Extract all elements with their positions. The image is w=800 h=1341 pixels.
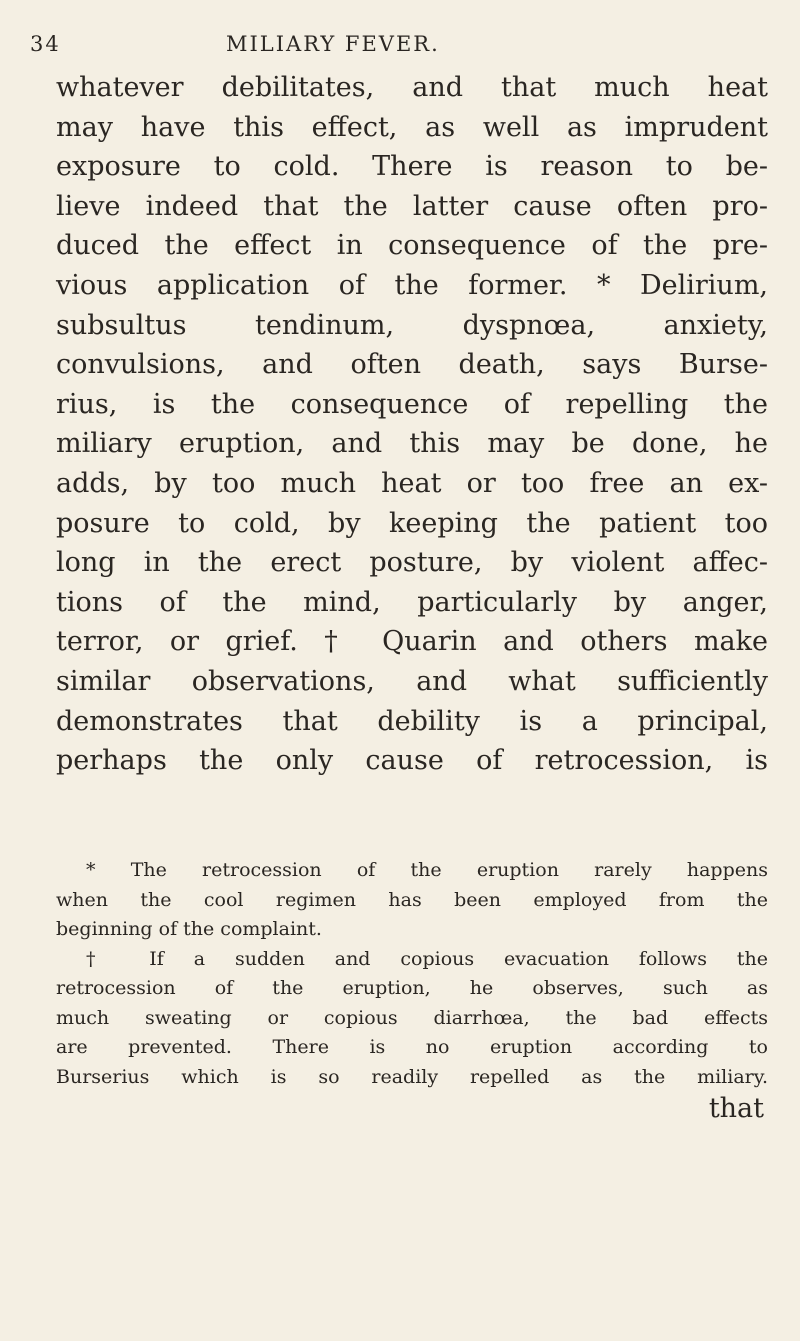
footnote-line: retrocession of the eruption, he observes, such as — [56, 977, 768, 999]
text-line: duced the effect in consequence of the pre- — [56, 230, 768, 262]
text-line: vious application of the former. * Delirium, — [56, 269, 768, 301]
footnote-line: * The retrocession of the eruption rarely happens — [86, 859, 768, 881]
text-line: miliary eruption, and this may be done, he — [56, 428, 768, 460]
page-header — [30, 32, 630, 64]
footnote-line: Burserius which is so readily repelled as the miliary. — [56, 1065, 768, 1088]
footnote-line: beginning of the complaint. — [56, 918, 322, 940]
text-line: tions of the mind, particularly by anger, — [56, 586, 768, 618]
text-line: perhaps the only cause of retrocession, is — [56, 745, 768, 777]
text-line: similar observations, and what sufficiently — [56, 665, 768, 697]
text-line: long in the erect posture, by violent affec- — [56, 547, 768, 579]
text-line: rius, is the consequence of repelling the — [56, 388, 768, 420]
text-line: posure to cold, by keeping the patient too — [56, 507, 768, 539]
text-line: terror, or grief. † Quarin and others make — [56, 626, 768, 658]
footnote-line: when the cool regimen has been employed from the — [56, 888, 768, 911]
page-number: 34 — [30, 32, 61, 56]
footnote-line: † If a sudden and copious evacuation follows the — [86, 947, 768, 970]
text-line: may have this effect, as well as imprudent — [56, 111, 768, 143]
footnote-line: much sweating or copious diarrhœa, the bad effects — [56, 1006, 768, 1029]
text-line: adds, by too much heat or too free an ex- — [56, 467, 768, 499]
footnote-line: are prevented. There is no eruption according to — [56, 1036, 768, 1058]
text-line: exposure to cold. There is reason to be- — [56, 151, 768, 183]
text-line: lieve indeed that the latter cause often pro- — [56, 190, 768, 222]
running-head: MILIARY FEVER. — [226, 32, 440, 56]
catchword: that — [708, 1093, 764, 1124]
text-line: convulsions, and often death, says Burse- — [56, 349, 768, 381]
text-line: whatever debilitates, and that much heat — [56, 72, 768, 103]
main-text — [56, 68, 768, 781]
text-line: demonstrates that debility is a principal, — [56, 705, 768, 737]
text-line: subsultus tendinum, dyspnœa, anxiety, — [56, 309, 768, 341]
footnotes — [56, 856, 768, 1092]
